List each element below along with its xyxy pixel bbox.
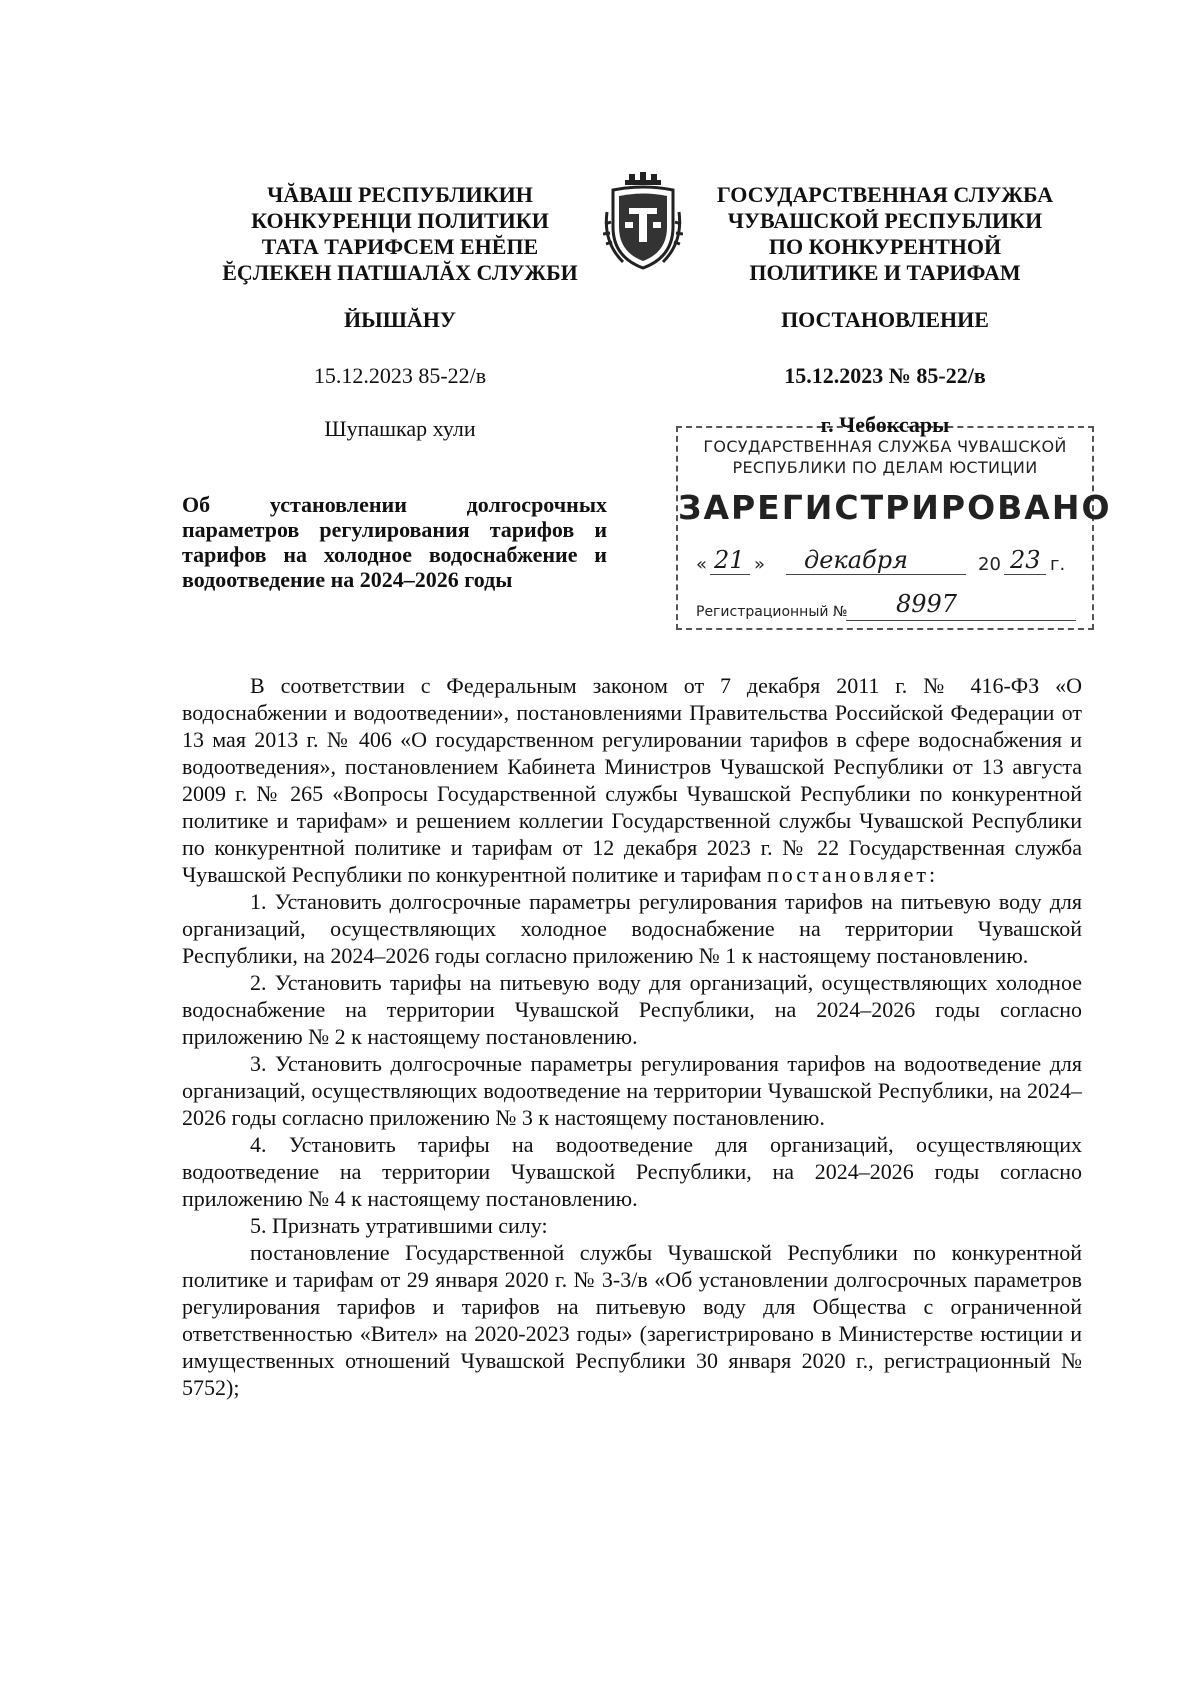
- stamp-reg-label: Регистрационный №: [696, 604, 848, 620]
- item-3: 3. Установить долгосрочные параметры регулирования тарифов на водоотведение для организаций, осуществляющих водоотведение на территории Чувашской Республики, на 2024–2026 годы согласно приложению № 3 к настоящему постановлению.: [182, 1051, 1082, 1130]
- stamp-reg-number: [696, 590, 1082, 624]
- stamp-year-suffix: 23: [1010, 546, 1041, 574]
- item-1: 1. Установить долгосрочные параметры регулирования тарифов на питьевую воду для организаций, осуществляющих холодное водоснабжение на территории Чувашской Республики, на 2024–2026 годы согласно приложению № 1 к настоящему постановлению.: [182, 889, 1082, 968]
- right-org-line: ПО КОНКУРЕНТНОЙ: [768, 234, 1002, 259]
- left-org-line: КОНКУРЕНЦИ ПОЛИТИКИ: [251, 208, 549, 233]
- left-org-line: ĔÇЛЕКЕН ПАТШАЛĂХ СЛУЖБИ: [222, 260, 578, 285]
- document-body: [182, 672, 1082, 1401]
- stamp-status: ЗАРЕГИСТРИРОВАНО: [678, 488, 1112, 527]
- right-city: г. Чебоксары: [820, 412, 950, 437]
- item-2: 2. Установить тарифы на питьевую воду для организаций, осуществляющих холодное водоснабжение на территории Чувашской Республики, на 2024–2026 годы согласно приложению № 2 к настоящему постановлению.: [182, 970, 1082, 1049]
- right-org-line: ПОЛИТИКЕ И ТАРИФАМ: [749, 260, 1021, 285]
- right-doc-number: 15.12.2023 № 85-22/в: [784, 363, 986, 388]
- item-4: 4. Установить тарифы на водоотведение для организаций, осуществляющих водоотведение на территории Чувашской Республики, на 2024–2026 годы согласно приложению № 4 к настоящему постановлению.: [182, 1132, 1082, 1211]
- stamp-org-line: РЕСПУБЛИКИ ПО ДЕЛАМ ЮСТИЦИИ: [732, 458, 1038, 477]
- stamp-month: декабря: [804, 546, 908, 574]
- right-org-line: ГОСУДАРСТВЕННАЯ СЛУЖБА: [716, 182, 1054, 207]
- stamp-year-prefix: 20: [978, 554, 1001, 575]
- chuvash-emblem-icon: [603, 172, 683, 272]
- right-doc-type: ПОСТАНОВЛЕНИЕ: [781, 307, 989, 332]
- item-5: 5. Признать утратившими силу:: [250, 1213, 548, 1238]
- document-title: Об установлении долгосрочных параметров регулирования тарифов и тарифов на холодное водоснабжение и водоотведение на 2024–2026 годы: [182, 492, 607, 592]
- preamble-text: В соответствии с Федеральным законом от 7 декабря 2011 г. № 416-ФЗ «О водоснабжении и водоотведении», постановлениями Правительства Российской Федерации от 13 мая 2013 г. № 406 «О государственном регулировании тарифов в сфере водоснабжения и водоотведения», постановлением Кабинета Министров Чувашской Республики от 13 августа 2009 г. № 265 «Вопросы Государственной службы Чувашской Республики по конкурентной политике и тарифам» и решением коллегии Государственной службы Чувашской Республики по конкурентной политике и тарифам от 12 декабря 2023 г. № 22 Государственная служба Чувашской Республики по конкурентной политике и тарифам: [182, 673, 1082, 887]
- stamp-day: 21: [714, 546, 745, 574]
- left-org-line: ТАТА ТАРИФСЕМ ЕНĔПЕ: [261, 234, 539, 259]
- preamble: [182, 672, 1082, 888]
- decree-word: постановляет:: [766, 862, 939, 887]
- item-5-sub-1: постановление Государственной службы Чувашской Республики по конкурентной политике и тарифам от 29 января 2020 г. № 3-3/в «Об установлении долгосрочных параметров регулирования тарифов и тарифов на питьевую воду для Общества с ограниченной ответственностью «Вител» на 2020-2023 годы» (зарегистрировано в Министерстве юстиции и имущественных отношений Чувашской Республики 30 января 2020 г., регистрационный № 5752);: [182, 1240, 1082, 1400]
- registration-stamp: [676, 426, 1112, 630]
- left-org-line: ЧĂВАШ РЕСПУБЛИКИН: [267, 182, 533, 207]
- left-city: Шупашкар хули: [324, 416, 476, 441]
- stamp-org-line: ГОСУДАРСТВЕННАЯ СЛУЖБА ЧУВАШСКОЙ: [703, 437, 1067, 456]
- right-org-name: [690, 182, 1080, 286]
- stamp-org: [678, 436, 1092, 478]
- left-doc-number: 15.12.2023 85-22/в: [313, 363, 487, 388]
- right-org-line: ЧУВАШСКОЙ РЕСПУБЛИКИ: [727, 208, 1043, 233]
- left-org-name: [205, 182, 595, 286]
- stamp-year-unit: г.: [1050, 554, 1066, 575]
- stamp-reg-value: 8997: [896, 590, 958, 618]
- stamp-date: « 21 » декабря 20 23 г.: [696, 546, 1066, 575]
- left-doc-type: ЙЫШĂНУ: [343, 307, 457, 332]
